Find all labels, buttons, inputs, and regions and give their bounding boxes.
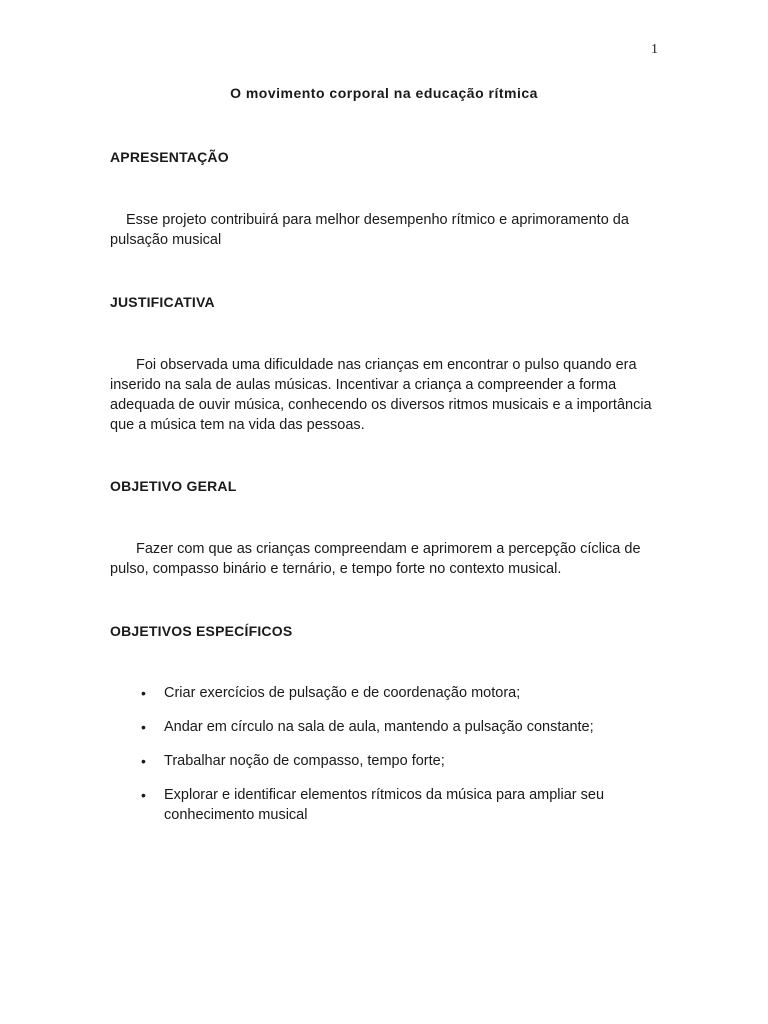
list-item xyxy=(110,717,655,737)
bullet-icon: • xyxy=(141,719,146,735)
page-number: 1 xyxy=(651,42,658,57)
objectives-list xyxy=(110,683,655,839)
paragraph-justificativa xyxy=(110,355,655,435)
list-item-text: Trabalhar noção de compasso, tempo forte; xyxy=(164,753,445,769)
heading-apresentacao: APRESENTAÇÃO xyxy=(110,149,229,165)
bullet-icon: • xyxy=(141,787,146,803)
document-title-text: O movimento corporal na educação rítmica xyxy=(230,85,538,101)
heading-justificativa: JUSTIFICATIVA xyxy=(110,294,215,310)
list-item xyxy=(110,785,655,825)
list-item xyxy=(110,683,655,703)
bullet-icon: • xyxy=(141,685,146,701)
document-title xyxy=(0,85,768,101)
paragraph-objetivo-geral-text: Fazer com que as crianças compreendam e aprimorem a percepção cíclica de pulso, compasso binário e ternário, e tempo forte no contexto musical. xyxy=(110,541,641,577)
heading-objetivo-geral: OBJETIVO GERAL xyxy=(110,478,237,494)
list-item xyxy=(110,751,655,771)
list-item-text: Andar em círculo na sala de aula, mantendo a pulsação constante; xyxy=(164,719,594,735)
heading-objetivos-especificos: OBJETIVOS ESPECÍFICOS xyxy=(110,623,293,639)
paragraph-apresentacao-text: Esse projeto contribuirá para melhor desempenho rítmico e aprimoramento da pulsação musical xyxy=(110,212,629,248)
paragraph-justificativa-text: Foi observada uma dificuldade nas crianças em encontrar o pulso quando era inserido na sala de aulas músicas. Incentivar a criança a compreender a forma adequada de ouvir música, conhecendo os diversos ritmos musicais e a importância que a música tem na vida das pessoas. xyxy=(110,357,652,433)
paragraph-apresentacao xyxy=(110,210,655,250)
list-item-text: Criar exercícios de pulsação e de coordenação motora; xyxy=(164,685,521,701)
paragraph-objetivo-geral xyxy=(110,539,655,579)
bullet-icon: • xyxy=(141,753,146,769)
list-item-text: Explorar e identificar elementos rítmicos da música para ampliar seu conhecimento musical xyxy=(164,787,605,823)
